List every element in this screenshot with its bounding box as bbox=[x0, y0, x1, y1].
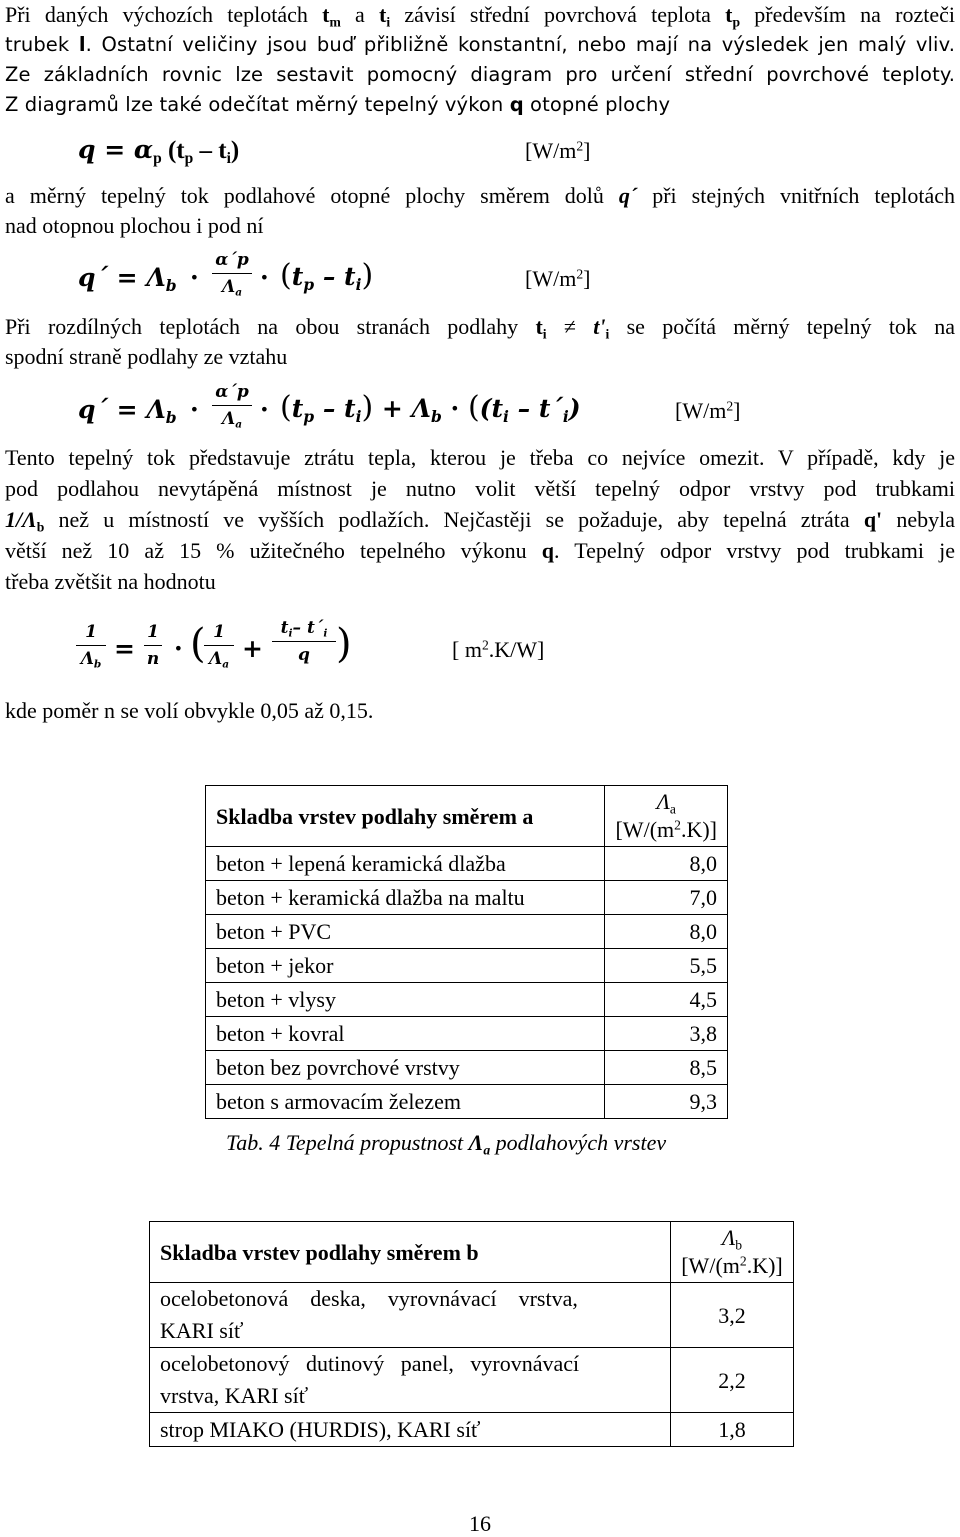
different-temperatures-line-1: Při rozdílných teplotách na obou stranách podlahy $t_i \ne t'_i$ se počítá měrný tepelný tok na bbox=[5, 314, 956, 342]
equation-resistance-fraction-1: 1 $\Lambda_b$ bbox=[76, 622, 106, 669]
equation-resistance-dot: · bbox=[174, 634, 183, 663]
table-cell-label: beton + kovral bbox=[206, 1017, 605, 1051]
table-cell-value: 9,3 bbox=[605, 1085, 728, 1119]
intro-line-2: trubek l. Ostatní veličiny jsou buď přibližně konstantní, nebo mají na výsledek jen malý vliv. bbox=[5, 33, 955, 56]
table-cell-value: 8,5 bbox=[605, 1051, 728, 1085]
table-cell-value: 1,8 bbox=[671, 1413, 794, 1447]
equation-total-downward-flux-terms: $(t_p - t_i) + \Lambda_b \cdot ((t_i$ – $t´_i$) bbox=[280, 390, 581, 426]
table-header-label: Skladba vrstev podlahy směrem b bbox=[150, 1222, 671, 1283]
table-cell-label: beton + lepená keramická dlažba bbox=[206, 847, 605, 881]
table-cell-value: 3,2 bbox=[671, 1283, 794, 1348]
table-floor-layers-upward bbox=[205, 785, 728, 1119]
heat-loss-line-3: $1/\Lambda_b$ než u místností ve vyšších podlažích. Nejčastěji se požaduje, aby tepelná ztráta q' nebyla bbox=[5, 507, 955, 535]
heat-loss-line-4: větší než 10 až 15 % užitečného tepelného výkonu q. Tepelný odpor vrstvy pod trubkami je bbox=[5, 538, 955, 563]
table-row bbox=[206, 915, 728, 949]
equation-total-downward-flux-dot-2: · bbox=[260, 395, 269, 424]
ratio-note: kde poměr n se volí obvykle 0,05 až 0,15. bbox=[5, 698, 374, 723]
table-caption: Tab. 4 Tepelná propustnost $\Lambda_a$ podlahových vrstev bbox=[226, 1130, 667, 1158]
equation-resistance-equals: = bbox=[114, 634, 135, 663]
table-row bbox=[206, 949, 728, 983]
table-row bbox=[206, 1085, 728, 1119]
table-row bbox=[150, 1348, 794, 1413]
equation-resistance-plus: + bbox=[242, 634, 263, 663]
different-temperatures-line-2: spodní straně podlahy ze vztahu bbox=[5, 344, 288, 369]
table-cell-label: ocelobetonový dutinový panel, vyrovnávací vrstva, KARI síť bbox=[150, 1348, 671, 1413]
table-cell-label: ocelobetonová deska, vyrovnávací vrstva, KARI síť bbox=[150, 1283, 671, 1348]
table-row bbox=[150, 1413, 794, 1447]
heat-loss-line-1: Tento tepelný tok představuje ztrátu tepla, kterou je třeba co nejvíce omezit. V případě, kdy je bbox=[5, 445, 955, 470]
table-header-value: $\Lambda_b$ $[W/(m^2.K)]$ bbox=[671, 1222, 794, 1283]
intro-line-1: Při daných výchozích teplotách $t_m$ a $t_i$ závisí střední povrchová teplota $t_p$ především na rozteči bbox=[5, 2, 955, 30]
table-row bbox=[206, 1051, 728, 1085]
equation-resistance-fraction-3: 1 $\Lambda_a$ bbox=[204, 622, 234, 669]
page-number: 16 bbox=[469, 1511, 491, 1536]
different-temperatures-paragraph bbox=[5, 312, 955, 372]
table-row bbox=[206, 983, 728, 1017]
equation-downward-flux-dot: · bbox=[190, 263, 199, 292]
table-cell-value: 4,5 bbox=[605, 983, 728, 1017]
table-cell-label: beton + PVC bbox=[206, 915, 605, 949]
equation-downward-flux-dot-2: · bbox=[260, 263, 269, 292]
equation-total-downward-flux-dot: · bbox=[190, 395, 199, 424]
table-header-row bbox=[150, 1222, 794, 1283]
heat-loss-paragraph bbox=[5, 442, 955, 597]
table-row bbox=[206, 1017, 728, 1051]
table-row bbox=[206, 881, 728, 915]
table-row bbox=[150, 1283, 794, 1348]
table-cell-value: 5,5 bbox=[605, 949, 728, 983]
equation-resistance-fraction-4: $t_i-$ $t´_i$ q bbox=[272, 618, 336, 665]
equation-heat-output-unit: $[W/m^2]$ bbox=[525, 138, 591, 163]
intro-line-4: Z diagramů lze také odečítat měrný tepelný výkon q otopné plochy bbox=[5, 93, 671, 116]
table-cell-label: beton + jekor bbox=[206, 949, 605, 983]
table-cell-label: beton + keramická dlažba na maltu bbox=[206, 881, 605, 915]
table-row bbox=[206, 847, 728, 881]
heat-loss-line-5: třeba zvětšit na hodnotu bbox=[5, 569, 216, 594]
table-header-label: Skladba vrstev podlahy směrem a bbox=[206, 786, 605, 847]
equation-downward-flux: q´ = $\Lambda_b$ bbox=[78, 263, 177, 295]
table-cell-label: beton + vlysy bbox=[206, 983, 605, 1017]
equation-resistance-unit: [ $m^2.K/W$] bbox=[452, 637, 545, 662]
intro-line-3: Ze základních rovnic lze sestavit pomocný diagram pro určení střední povrchové teploty. bbox=[5, 63, 955, 86]
table-header-row bbox=[206, 786, 728, 847]
table-cell-value: 8,0 bbox=[605, 847, 728, 881]
table-cell-value: 3,8 bbox=[605, 1017, 728, 1051]
downward-flux-line-1: a měrný tepelný tok podlahové otopné plochy směrem dolů q´ při stejných vnitřních teplotách bbox=[5, 183, 956, 208]
equation-total-downward-flux-fraction: α´p $\Lambda_a$ bbox=[212, 382, 252, 429]
equation-resistance-fraction-2: 1 n bbox=[144, 622, 162, 669]
equation-total-downward-flux-unit: $[W/m^2]$ bbox=[675, 398, 741, 423]
table-cell-label: strop MIAKO (HURDIS), KARI síť bbox=[150, 1413, 671, 1447]
equation-downward-flux-fraction: α´p $\Lambda_a$ bbox=[212, 250, 252, 297]
table-cell-value: 2,2 bbox=[671, 1348, 794, 1413]
table-cell-label: beton s armovacím železem bbox=[206, 1085, 605, 1119]
intro-paragraph bbox=[5, 0, 955, 120]
table-header-value: $\Lambda_a$ $[W/(m^2.K)]$ bbox=[605, 786, 728, 847]
downward-flux-line-2: nad otopnou plochou i pod ní bbox=[5, 213, 264, 238]
downward-flux-paragraph bbox=[5, 181, 955, 241]
equation-heat-output: $q = \alpha_p$ $(t_p - t_i)$ bbox=[78, 135, 240, 167]
table-cell-label: beton bez povrchové vrstvy bbox=[206, 1051, 605, 1085]
table-floor-layers-downward bbox=[149, 1221, 794, 1447]
table-cell-value: 8,0 bbox=[605, 915, 728, 949]
equation-total-downward-flux: q´ = $\Lambda_b$ bbox=[78, 395, 177, 427]
equation-downward-flux-parens: $(t_p - t_i)$ bbox=[280, 258, 374, 294]
table-cell-value: 7,0 bbox=[605, 881, 728, 915]
heat-loss-line-2: pod podlahou nevytápěná místnost je nutno volit větší tepelný odpor vrstvy pod trubkami bbox=[5, 476, 955, 501]
equation-downward-flux-unit: $[W/m^2]$ bbox=[525, 266, 591, 291]
equation-resistance-close-paren: ) bbox=[336, 621, 352, 667]
equation-resistance-open-paren: ( bbox=[190, 621, 206, 667]
